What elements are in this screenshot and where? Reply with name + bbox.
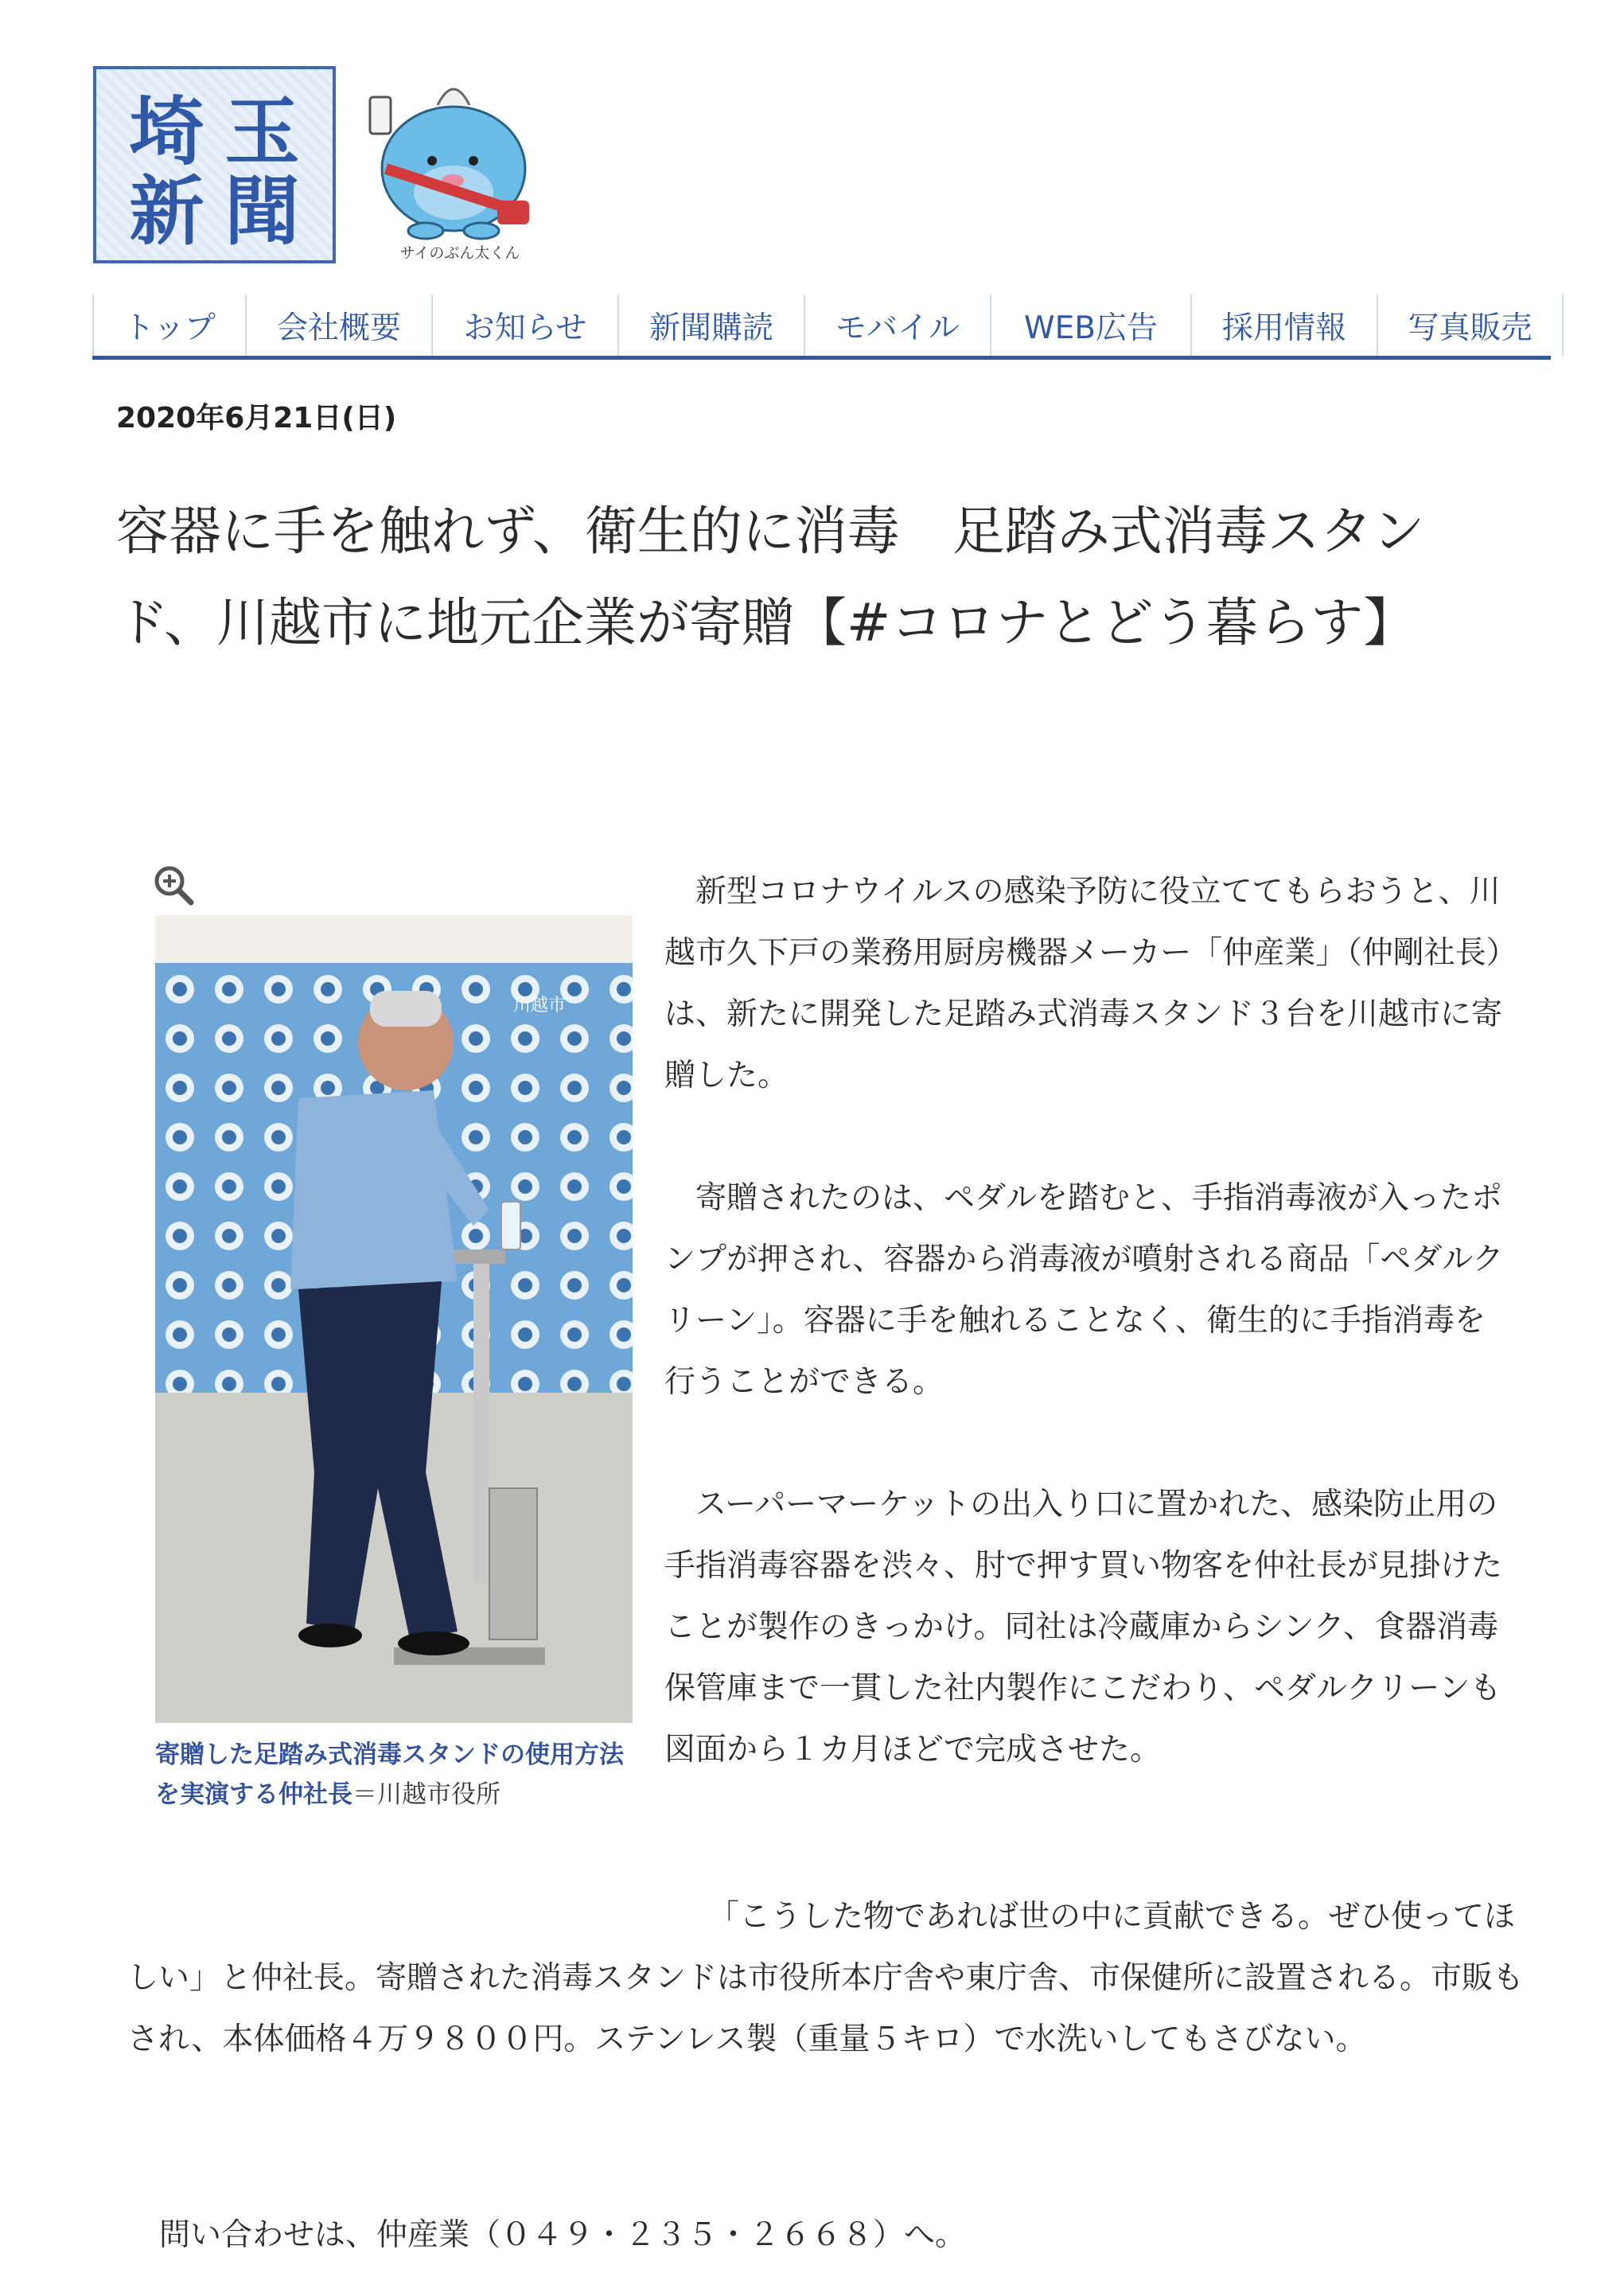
article-photo[interactable] [155,915,633,1723]
nav-item-top[interactable]: トップ [92,294,245,356]
photo-wall-label: 川越市 [513,996,567,1015]
article-contact: 問い合わせは、仲産業（０４９・２３５・２６６８）へ。 [159,2217,967,2253]
photo-caption [155,1735,637,1815]
logo-char: 埼 [129,88,204,176]
nav-item-mobile[interactable]: モバイル [804,294,990,356]
article-body-column [664,861,1512,1780]
mascot-illustration [362,73,541,264]
photo-caption-main: 寄贈した足踏み式消毒スタンドの使用方法を実演する仲社長 [155,1741,624,1809]
article-date: 2020年6月21日(日) [116,402,397,435]
article-paragraph: 「こうした物であれば世の中に貢献できる。ぜひ使ってほしい」と仲社長。寄贈された消毒スタンドは市役所本庁舎や東庁舎、市保健所に設置される。市販もされ、本体価格４万９８００円。ステンレス製（重量５キロ）で水洗いしてもさびない。 [127,1899,1525,2057]
nav-item-company[interactable]: 会社概要 [245,294,431,356]
article-paragraph: 新型コロナウイルスの感染予防に役立ててもらおうと、川越市久下戸の業務用厨房機器メーカー「仲産業」（仲剛社長）は、新たに開発した足踏み式消毒スタンド３台を川越市に寄贈した。 [664,874,1503,1093]
nav-item-web-ads[interactable]: WEB広告 [990,294,1190,356]
logo-char: 聞 [224,167,300,255]
logo-char: 玉 [224,88,300,176]
nav-item-news[interactable]: お知らせ [431,294,617,356]
article-paragraph: スーパーマーケットの出入り口に置かれた、感染防止用の手指消毒容器を渋々、肘で押す買い物客を仲社長が見掛けたことが製作のきっかけ。同社は冷蔵庫からシンク、食器消毒保管庫まで一貫した社内製作にこだわり、ペダルクリーンも図面から１カ月ほどで完成させた。 [664,1487,1503,1768]
photo-caption-credit: ＝川越市役所 [352,1780,500,1809]
logo-char: 新 [129,167,204,255]
nav-item-photo-sales[interactable]: 写真販売 [1377,294,1564,356]
nav-item-recruit[interactable]: 採用情報 [1190,294,1377,356]
article-body-wide [127,1886,1528,2070]
article-title: 容器に手を触れず、衛生的に消毒 足踏み式消毒スタンド、川越市に地元企業が寄贈【#コロナとどう暮らす】 [116,501,1425,653]
zoom-in-icon[interactable] [153,864,194,906]
article-paragraph: 寄贈されたのは、ペダルを踏むと、手指消毒液が入ったポンプが押され、容器から消毒液が噴射される商品「ペダルクリーン」。容器に手を触れることなく、衛生的に手指消毒を行うことができる。 [664,1180,1504,1400]
mascot-caption: サイのぶん太くん [399,244,520,262]
main-navigation [92,294,1551,360]
nav-item-subscription[interactable]: 新聞購読 [617,294,804,356]
mascot-image [362,73,541,240]
newspaper-logo[interactable] [93,66,336,263]
